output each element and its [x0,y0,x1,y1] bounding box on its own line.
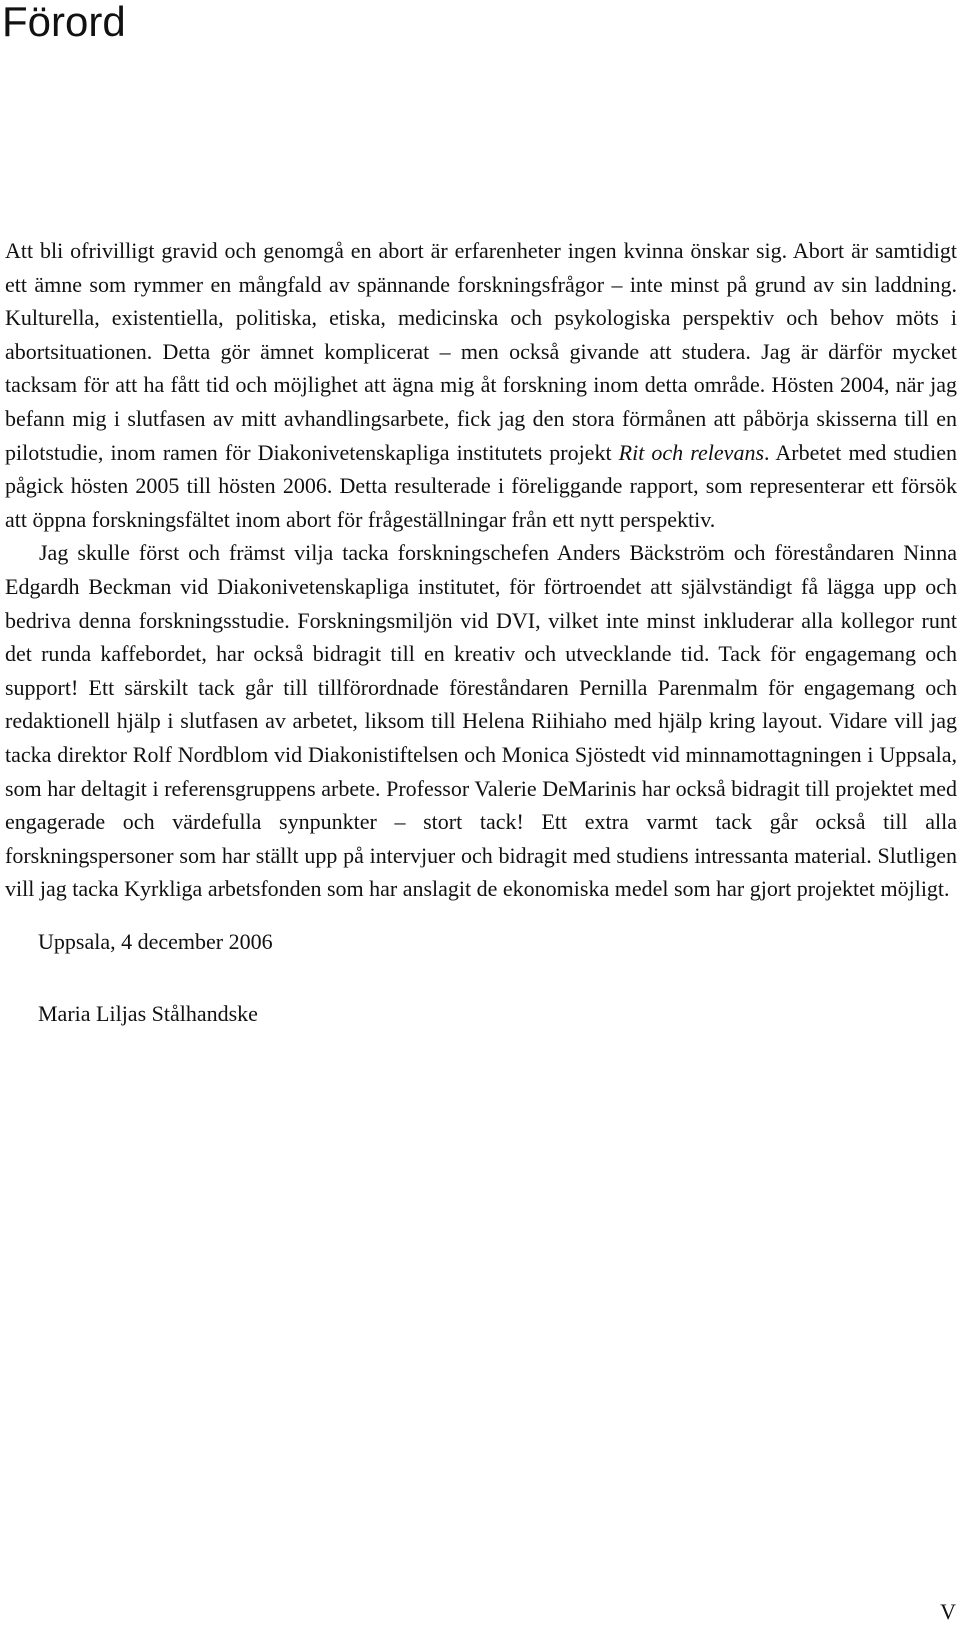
page-number: V [940,1599,956,1624]
author-signature: Maria Liljas Stålhandske [38,1001,258,1026]
foreword-body [5,234,957,906]
project-name: Rit och relevans [618,439,764,465]
paragraph-acknowledgements: Jag skulle först och främst vilja tacka forskningschefen Anders Bäckström och föreståndaren Ninna Edgardh Beckman vid Diakonivetenskapliga institutet, för förtroendet att självständigt få lägga upp och bedriva denna forskningsstudie. Forskningsmiljön vid DVI, vilket inte minst inkluderar alla kollegor runt det runda kaffebordet, har också bidragit till en kreativ och utvecklande tid. Tack för engagemang och support! Ett särskilt tack går till tillförordnade föreståndaren Pernilla Parenmalm för engagemang och redaktionell hjälp i slutfasen av arbetet, liksom till Helena Riihiaho med hjälp kring layout. Vidare vill jag tacka direktor Rolf Nordblom vid Diakonistiftelsen och Monica Sjöstedt vid minnamottagningen i Uppsala, som har deltagit i referensgruppens arbete. Professor Valerie DeMarinis har också bidragit till projektet med engagerade och värdefulla synpunkter – stort tack! Ett extra varmt tack går också till alla forskningspersoner som har ställt upp på intervjuer och bidragit med studiens intressanta material. Slutligen vill jag tacka Kyrkliga arbetsfonden som har anslagit de ekonomiska medel som har gjort projektet möjligt. [5,540,957,902]
paragraph-intro-end: . Arbetet med studien pågick hösten 2005 till hösten 2006. Detta resulterade i föreliggande rapport, som representerar ett försök att öppna forskningsfältet inom abort för frågeställningar från ett nytt perspektiv. [5,439,957,532]
paragraph-intro-text: Att bli ofrivilligt gravid och genomgå en abort är erfarenheter ingen kvinna önskar sig. Abort är samtidigt ett ämne som rymmer en mångfald av spännande forskningsfrågor – inte minst på grund av sin laddning. Kulturella, existentiella, politiska, etiska, medicinska och psykologiska perspektiv och behov möts i abortsituationen. Detta gör ämnet komplicerat – men också givande att studera. Jag är därför mycket tacksam för att ha fått tid och möjlighet att ägna mig åt forskning inom detta område. Hösten 2004, när jag befann mig i slutfasen av mitt avhandlingsarbete, fick jag den stora förmånen att påbörja skisserna till en pilotstudie, inom ramen för Diakonivetenskapliga institutets projekt [5,238,957,465]
page-title: Förord [2,0,126,45]
paragraph-intro [5,234,957,536]
place-date: Uppsala, 4 december 2006 [38,929,273,954]
